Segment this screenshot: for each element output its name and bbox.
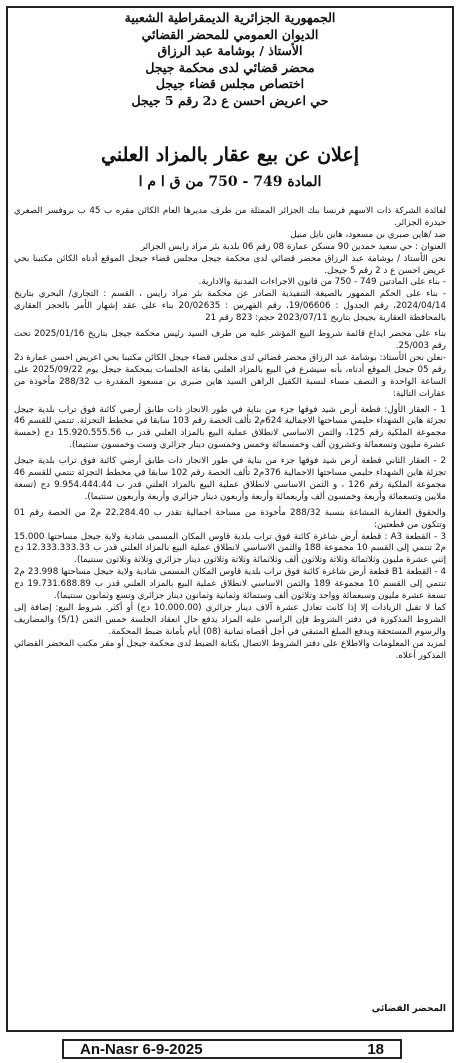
- paragraph-shared-rights: والحقوق العقارية المشاعة بنسبة 288/32 مأخوذة من مساحة اجمالية تقدر ب 22.284.40 م2 من الحصة رقم 01 وتتكون من قطعتين:: [14, 507, 446, 530]
- paragraph-contact: لمزيد من المعلومات والاطلاع على دفتر الشروط الاتصال بكتابة الضبط لدى محكمة جيجل أو مقر مكتب المحضر القضائي المذكور أعلاه.: [14, 638, 446, 661]
- header-line-court: محضر قضائي لدى محكمة جيجل: [145, 59, 315, 75]
- publication-date: An-Nasr 6-9-2025: [80, 1040, 203, 1058]
- paragraph-announcement: -نعلن نحن الأستاذ: بوشامة عبد الرزاق محضر قضائي لدى مجلس قضاء جيجل الكائن مكتبنا بحي اعريض احسن عمارة د2 رقم 05 جيجل الموقع أدناه، بأنه سيشرع في البيع بالمزاد العلني بقاعة الجلسات بمحكمة جيجل يوم 2025/09/22 على الساعة الواحدة و النصف مساء لنسبة الكفيل الراهن السيد هاين صبري بن مسعود المقدرة ب 288/32 مأخوذة من عقارات التالية:: [14, 352, 446, 399]
- header-line-republic: الجمهورية الجزائرية الديمقراطية الشعبية: [124, 10, 336, 25]
- paragraph-against: ضد /هاين صبري بن مسعود، هاين نايل منيل: [290, 229, 446, 240]
- paragraph-judgment: - بناء على الحكم الممهور بالصيغة التنفيذية الصادر عن محكمة بئر مراد رايس ، القسم : التجاري/ البحري بتاريخ 2024/04/14، رقم الجدول : 19/06606، رقم الفهرس : 20/02635 بناء على عقد إشهار الأمر بالحجز العقاري بالمحافظة العقارية بجيجل بتاريخ 2023/07/11 حجم: 823 رقم 21: [14, 289, 446, 324]
- notice-title: إعلان عن بيع عقار بالمزاد العلني: [101, 144, 359, 166]
- notice-body: [14, 206, 446, 996]
- paragraph-property-2: 2 - العقار الثاني قطعة أرض شيد فوقها جزء من بناية في طور الانجاز ذات طابق أرضي كائنة فوق تراب بلدية جيجل تجزئة هاين الشهداء حليمي مساحتها الاجمالية 376م2 تألف الحصة رقم 102 سابقا في مخطط التجزئة تنتمي للقسم 46 مجموعة الملكية رقم 126 ، و الثمن الاساسي لانطلاق عملية البيع بالمزاد العلني قدر ب 9.954.444.44 دج (تسعة ملايين وتسعمائة وأربعة وخمسون ألف وأربعمائة وأربعة وأربعون دينار جزائري وأربعة وأربعون سنتيما).: [14, 456, 446, 502]
- paragraph-property-1: 1 - العقار الأول: قطعة أرض شيد فوقها جزء من بناية في طور الانجاز ذات طابق أرضي كائنة فوق تراب بلدية جيجل تجزئة هاين الشهداء حليمي مساحتها الاجمالية 624م2 تألف الحصة رقم 103 سابقا في مخطط التجزئة. تنتمي للقسم 46 مجموعة الملكية رقم 125، والثمن الاساسي لانطلاق عملية البيع بالمزاد العلني قدر ب 15.920.555.56 دج (خمسة عشرة مليون وتسعمائة وعشرون ألف وخمسمائة وخمس وخمسون دينار جزائري وست وخمسون سنتيما).: [14, 404, 446, 451]
- paragraph-deposit: بناء على محضر ايداع قائمة شروط البيع المؤشر عليه من طرف السيد رئيس محكمة جيجل بتاريخ 2025/01/16 تحت رقم 25/003.: [14, 329, 446, 351]
- paragraph-address: العنوان : حي سعيد حمدين 90 مسكن عمارة 08 رقم 06 بلدية بئر مراد رايس الجزائر: [140, 241, 446, 252]
- page-footer: [62, 1039, 402, 1059]
- paragraph-beneficiary: لفائدة الشركة ذات الاسهم فرنسا بنك الجزائر الممثلة من طرف مديرها العام الكائن مقره ب 45 ب بروفسر الصغري حيدرة الجزائر.: [14, 206, 446, 228]
- paragraph-articles: - بناء على المادتين 749 - 750 من قانون الاجراءات المدنية والادارية.: [198, 277, 446, 288]
- header-line-bailiff-name: الأستاذ / بوشامة عبد الرزاق: [157, 43, 303, 59]
- paragraph-plot-a3: 3 - القطعة A3 : قطعة أرض شاغرة كائنة فوق تراب بلدية قاوس المكان المسمى شادية ولاية جيجل مساحتها 15.000 م2 تنتمي إلى القسم 10 مجموعة 188 والثمن الاساسي لانطلاق عملية البيع بالمزاد العلني قدر ب 12.333.333.33 دج إثني عشرة مليون وثلاثمائة وثلاثة وثلاثون ألف وثلاثمائة وثلاثة وثلاثون دينار جزائري وثلاثة وثلاثون سنتيما).: [14, 531, 446, 566]
- header-line-address: حي اعريض احسن ع د2 رقم 5 جيجل: [131, 92, 329, 108]
- header-line-jurisdiction: اختصاص مجلس قضاء جيجل: [155, 76, 305, 92]
- paragraph-sale-conditions: كما لا تقبل الزيادات إلا إذا كانت تعادل عشرة آلاف دينار جزائري (10.000.00 دج) أو أكثر. شروط البيع: إضافة إلى الشروط المذكورة في دفتر الشروط فإن الراسي عليه المزاد يدفع حال انعقاد الجلسة خمس الثمن (5/1) والمصاريف والرسوم المستحقة ويدفع المبلغ المتبقي في أجل أقصاه ثمانية (08) أيام بأمانة ضبط المحكمة.: [14, 603, 446, 637]
- paragraph-plot-b1: 4 - القطعة B1 قطعة أرض شاغرة كائنة فوق تراب بلدية قاوس المكان المسمى شادية ولاية جيجل مساحتها 23.998 م2 تنتمي إلى القسم 10 مجموعة 189 والثمن الاساسي لانطلاق عملية البيع بالمزاد العلني قدر ب 19.731.688.89 دج تسعة عشرة مليون وسبعمائة وواحد وثلاثون ألف وستمائة وثمانية وثمانون دينار جزائري وتسع وثمانون سنتيما).: [14, 567, 446, 602]
- notice-subtitle: المادة 749 - 750 من ق ا م ا: [138, 174, 322, 190]
- header-line-office: الديوان العمومي للمحضر القضائي: [141, 26, 319, 42]
- paragraph-bailiff: نحن الأستاذ / بوشامة عبد الرزاق محضر قضائي لدى محكمة جيجل مجلس قضاء جيجل الموقع أدناه الكائن مكتبنا بحي عريض احسن ع د 2 رقم 5 جيجل.: [14, 253, 446, 276]
- signature-label: المحضر القضائي: [371, 1004, 446, 1014]
- document-header: [10, 10, 450, 110]
- page-number: 18: [367, 1040, 384, 1058]
